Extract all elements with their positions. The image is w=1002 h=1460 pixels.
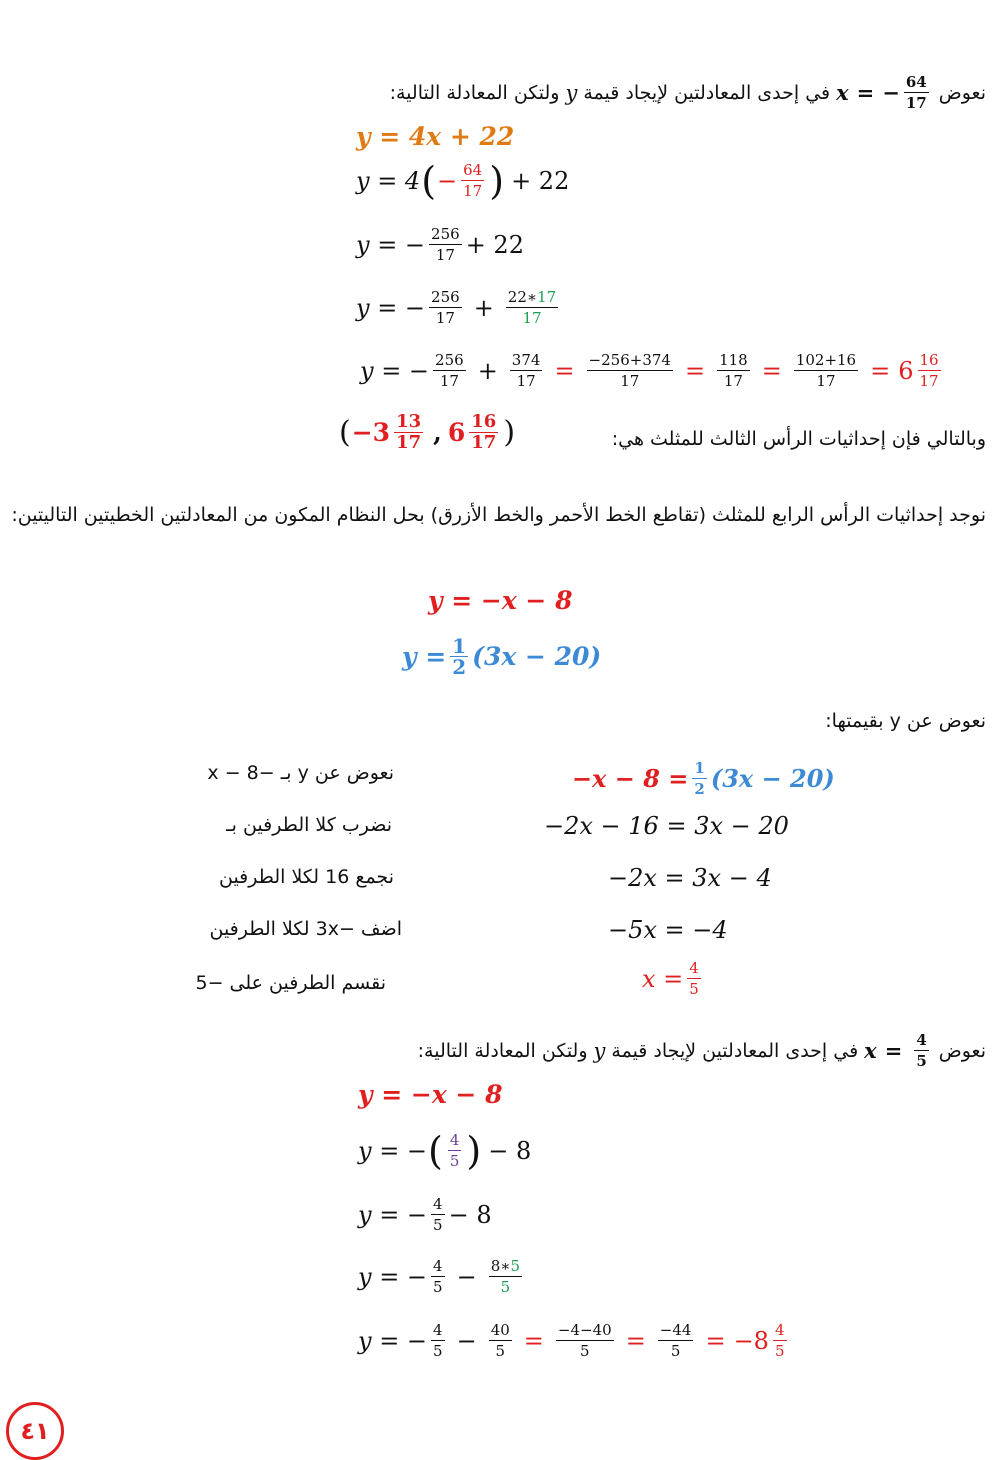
sec1-l3-lhs: y = − <box>356 230 426 259</box>
sec2-sub-intro: نعوض عن y بقيمتها: <box>825 710 986 732</box>
sec1-vertex: ( −3 $\frac{13}{17}$ , 6 $\frac{16}{17}$ ) <box>339 411 516 453</box>
sec3-l4-den1: 5 <box>433 1278 443 1296</box>
sec2-eq-blue-rhs: (3x − 20) <box>472 642 602 671</box>
sec3-l5-lhs: y = − <box>358 1326 428 1355</box>
step1-blue-rest: (3x − 20) <box>710 764 835 793</box>
sec1-l5-f5n: 102+16 <box>795 351 857 369</box>
sec3-l4-num2a: 8∗ <box>490 1257 511 1275</box>
sec1-conclusion: وبالتالي فإن إحداثيات الرأس الثالث للمثلث هي: <box>611 428 986 450</box>
sec3-l4-num2b: 5 <box>510 1257 520 1275</box>
sec1-l2-lhs: y = 4 <box>356 166 421 195</box>
vertex-y-num: 16 <box>471 411 497 432</box>
vertex-y-whole: 6 <box>447 418 466 447</box>
sec1-l3-num: 256 <box>431 225 460 243</box>
step5-lhs: x = <box>642 964 684 993</box>
sec1-line3 <box>356 224 524 265</box>
step4-math: −5x = −4 <box>608 916 728 944</box>
sec3-l3-rhs: − 8 <box>448 1200 492 1229</box>
step5-math <box>642 958 705 999</box>
sec3-l5-f2n: 40 <box>490 1321 510 1339</box>
sec3-y-var: y <box>593 1038 606 1063</box>
sec1-l4-num1: 256 <box>431 288 460 306</box>
sec1-intro-b: في إحدى المعادلتين لإيجاد قيمة <box>583 81 831 104</box>
sec3-l5-f3n: −4−40 <box>557 1321 612 1339</box>
sec3-line1: y = −x − 8 <box>358 1080 503 1109</box>
sec1-intro-a: نعوض <box>938 81 986 104</box>
step5-den: 5 <box>689 980 699 998</box>
sec3-xval-num: 4 <box>916 1031 927 1049</box>
sec1-l5-f2d: 17 <box>516 372 536 390</box>
sec3-l5-f4d: 5 <box>670 1342 681 1360</box>
sec1-l5-f1n: 256 <box>435 351 464 369</box>
sec3-xval-den: 5 <box>916 1052 927 1070</box>
sec1-l5-whole: 6 <box>898 356 914 385</box>
step1-blue-den: 2 <box>694 780 705 798</box>
sec1-line2: y = 4 ( − $\frac{64}{17}$ ) + 22 <box>356 158 570 203</box>
step1-math-lhs: −x − 8 = <box>572 764 689 793</box>
sec3-intro <box>418 1030 986 1071</box>
sec3-l2-rhs: − 8 <box>488 1136 532 1165</box>
sec1-l4-lhs: y = − <box>356 293 426 322</box>
sec1-l5-f1d: 17 <box>439 372 459 390</box>
vertex-x-whole: −3 <box>351 418 391 447</box>
sec3-l5-f5d: 5 <box>774 1342 785 1360</box>
sec1-line4: y = − $\frac{256}{17}$ + $\frac{22∗17}{17}$ <box>356 288 557 327</box>
sec1-l4-num2b: 17 <box>537 288 557 306</box>
sec1-l5-f3d: 17 <box>620 372 640 390</box>
sec1-l2-num: 64 <box>463 161 483 179</box>
sec3-l3-num: 4 <box>433 1195 443 1213</box>
sec3-l5-f3d: 5 <box>580 1342 590 1360</box>
sec3-intro-b: في إحدى المعادلتين لإيجاد قيمة <box>611 1039 859 1062</box>
sec1-l2-rhs: + 22 <box>511 166 570 195</box>
sec3-l5-whole: −8 <box>733 1326 769 1355</box>
sec2-eq-blue-lhs: y = <box>402 642 447 671</box>
sec3-line5: y = − $\frac{4}{5}$ − $\frac{40}{5}$ = $\frac{-4-40}{5}$ = $\frac{-44}{5}$ = −8 $\frac{4}{5}$ <box>358 1321 785 1360</box>
sec1-l5-f6n: 16 <box>919 351 939 369</box>
step1-math <box>572 758 835 799</box>
sec3-line4: y = − $\frac{4}{5}$ − $\frac{8∗5}{5}$ <box>358 1257 520 1296</box>
sec1-l4-den2: 17 <box>522 309 542 327</box>
step1-blue-num: 1 <box>694 759 705 777</box>
sec1-l2-den: 17 <box>463 182 483 200</box>
sec1-l5-f4n: 118 <box>719 351 748 369</box>
sec1-l5-f6d: 17 <box>919 372 939 390</box>
sec3-l5-f2d: 5 <box>495 1342 506 1360</box>
sec1-l3-rhs: + 22 <box>465 230 524 259</box>
sec2-eq-blue-den: 2 <box>452 655 467 679</box>
sec1-l5-f3n: −256+374 <box>588 351 671 369</box>
sec3-l3-lhs: y = − <box>358 1200 428 1229</box>
sec3-l2-den: 5 <box>449 1152 460 1170</box>
sec1-line5: y = − $\frac{256}{17}$ + $\frac{374}{17}$ = $\frac{-256+374}{17}$ = $\frac{118}{17}$ = $\frac{102+16}{17}$ = 6 $\frac{16}{17}$ <box>360 351 939 390</box>
page-number-badge <box>6 1402 64 1460</box>
sec3-line2: y = − ( $\frac{4}{5}$ ) − 8 <box>358 1128 532 1173</box>
sec2-eq-blue-num: 1 <box>452 634 467 658</box>
sec3-intro-a: نعوض <box>938 1039 986 1062</box>
sec1-line1: y = 4x + 22 <box>356 122 515 151</box>
sec3-line3 <box>358 1194 492 1235</box>
sec1-l4-den1: 17 <box>435 309 455 327</box>
step5-note: نقسم الطرفين على −5 <box>195 972 386 994</box>
sec3-x-value: x = $\frac{4}{5}$ <box>864 1031 927 1070</box>
sec1-y-var: y <box>565 80 578 105</box>
step4-note: اضف −3x لكلا الطرفين <box>209 918 402 940</box>
sec1-l5-f2n: 374 <box>511 351 541 369</box>
step1-note: نعوض عن y بـ −x − 8 <box>207 762 394 784</box>
sec1-l3-den: 17 <box>435 246 455 264</box>
page-number: ٤١ <box>20 1417 50 1445</box>
sec3-l5-f1d: 5 <box>433 1342 443 1360</box>
sec2-eq-blue <box>402 636 601 677</box>
vertex-x-den: 17 <box>396 432 422 453</box>
sec1-l5-lhs: y = − <box>360 356 430 385</box>
vertex-y-den: 17 <box>471 432 497 453</box>
sec1-l5-f5d: 17 <box>816 372 836 390</box>
sec2-paragraph: نوجد إحداثيات الرأس الرابع للمثلث (تقاطع الخط الأحمر والخط الأزرق) بحل النظام المكون من المعادلتين الخطيتين التاليتين: <box>11 504 986 526</box>
sec1-intro-c: ولتكن المعادلة التالية: <box>389 81 560 104</box>
sec2-eq-red: y = −x − 8 <box>428 586 573 615</box>
sec3-intro-c: ولتكن المعادلة التالية: <box>417 1039 588 1062</box>
step5-num: 4 <box>689 959 699 977</box>
sec3-l2-lhs: y = − <box>358 1136 428 1165</box>
sec3-l4-lhs: y = − <box>358 1262 428 1291</box>
step2-math: −2x − 16 = 3x − 20 <box>544 812 789 840</box>
sec3-l2-num: 4 <box>449 1131 460 1149</box>
step2-note: نضرب كلا الطرفين بـ <box>226 814 392 836</box>
sec1-l4-num2a: 22∗ <box>507 288 538 306</box>
step3-math: −2x = 3x − 4 <box>608 864 772 892</box>
sec1-x-value: x = − $\frac{64}{17}$ <box>836 73 927 112</box>
sec3-l4-den2: 5 <box>500 1278 511 1296</box>
sec3-l3-den: 5 <box>433 1216 443 1234</box>
sec1-intro <box>390 72 986 113</box>
vertex-x-num: 13 <box>396 411 422 432</box>
sec3-l4-num1: 4 <box>433 1257 443 1275</box>
sec3-l5-f5n: 4 <box>774 1321 785 1339</box>
step3-note: نجمع 16 لكلا الطرفين <box>218 866 394 888</box>
sec3-l5-f4n: −44 <box>659 1321 692 1339</box>
sec1-l5-f4d: 17 <box>723 372 743 390</box>
sec3-l5-f1n: 4 <box>433 1321 443 1339</box>
